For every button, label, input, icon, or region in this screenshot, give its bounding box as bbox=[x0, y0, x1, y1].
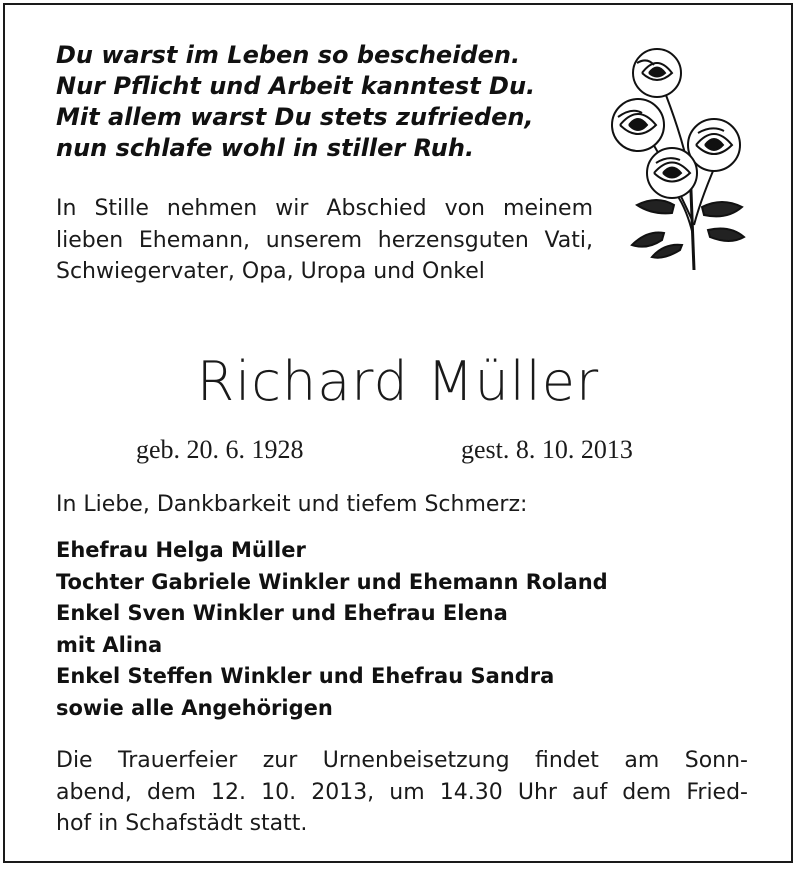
deceased-name: Richard Müller bbox=[196, 350, 600, 413]
mourners-list bbox=[56, 535, 608, 725]
roses-illustration bbox=[602, 45, 752, 277]
poem bbox=[56, 40, 535, 164]
ceremony-line: hof in Schafstädt statt. bbox=[56, 811, 308, 836]
mourner-line: Enkel Steffen Winkler und Ehefrau Sandra bbox=[56, 664, 555, 689]
obituary-notice bbox=[3, 3, 793, 863]
mourner-line: mit Alina bbox=[56, 632, 163, 657]
death-date: gest. 8. 10. 2013 bbox=[461, 435, 633, 464]
ceremony-info bbox=[56, 745, 748, 840]
poem-line: Du warst im Leben so bescheiden. bbox=[56, 41, 521, 69]
birth-date: geb. 20. 6. 1928 bbox=[136, 435, 304, 464]
mourner-line: Enkel Sven Winkler und Ehefrau Elena bbox=[56, 601, 508, 626]
mourner-line: Tochter Gabriele Winkler und Ehemann Roland bbox=[56, 569, 608, 594]
ceremony-line: Die Trauerfeier zur Urnenbeisetzung findet am Sonn- bbox=[56, 748, 748, 773]
mourner-line: Ehefrau Helga Müller bbox=[56, 538, 306, 562]
mourner-line: sowie alle Angehörigen bbox=[56, 695, 333, 720]
poem-line: Nur Pflicht und Arbeit kanntest Du. bbox=[56, 72, 536, 100]
intro-text: In Stille nehmen wir Abschied von meinem lieben Ehemann, unserem herzensguten Vati, Schwiegervater, Opa, Uropa und Onkel bbox=[56, 196, 593, 284]
poem-line: nun schlafe wohl in stiller Ruh. bbox=[56, 134, 475, 162]
ceremony-line: abend, dem 12. 10. 2013, um 14.30 Uhr auf dem Fried- bbox=[56, 779, 748, 805]
mourners-intro: In Liebe, Dankbarkeit und tiefem Schmerz: bbox=[56, 492, 528, 517]
poem-line: Mit allem warst Du stets zufrieden, bbox=[56, 103, 534, 131]
